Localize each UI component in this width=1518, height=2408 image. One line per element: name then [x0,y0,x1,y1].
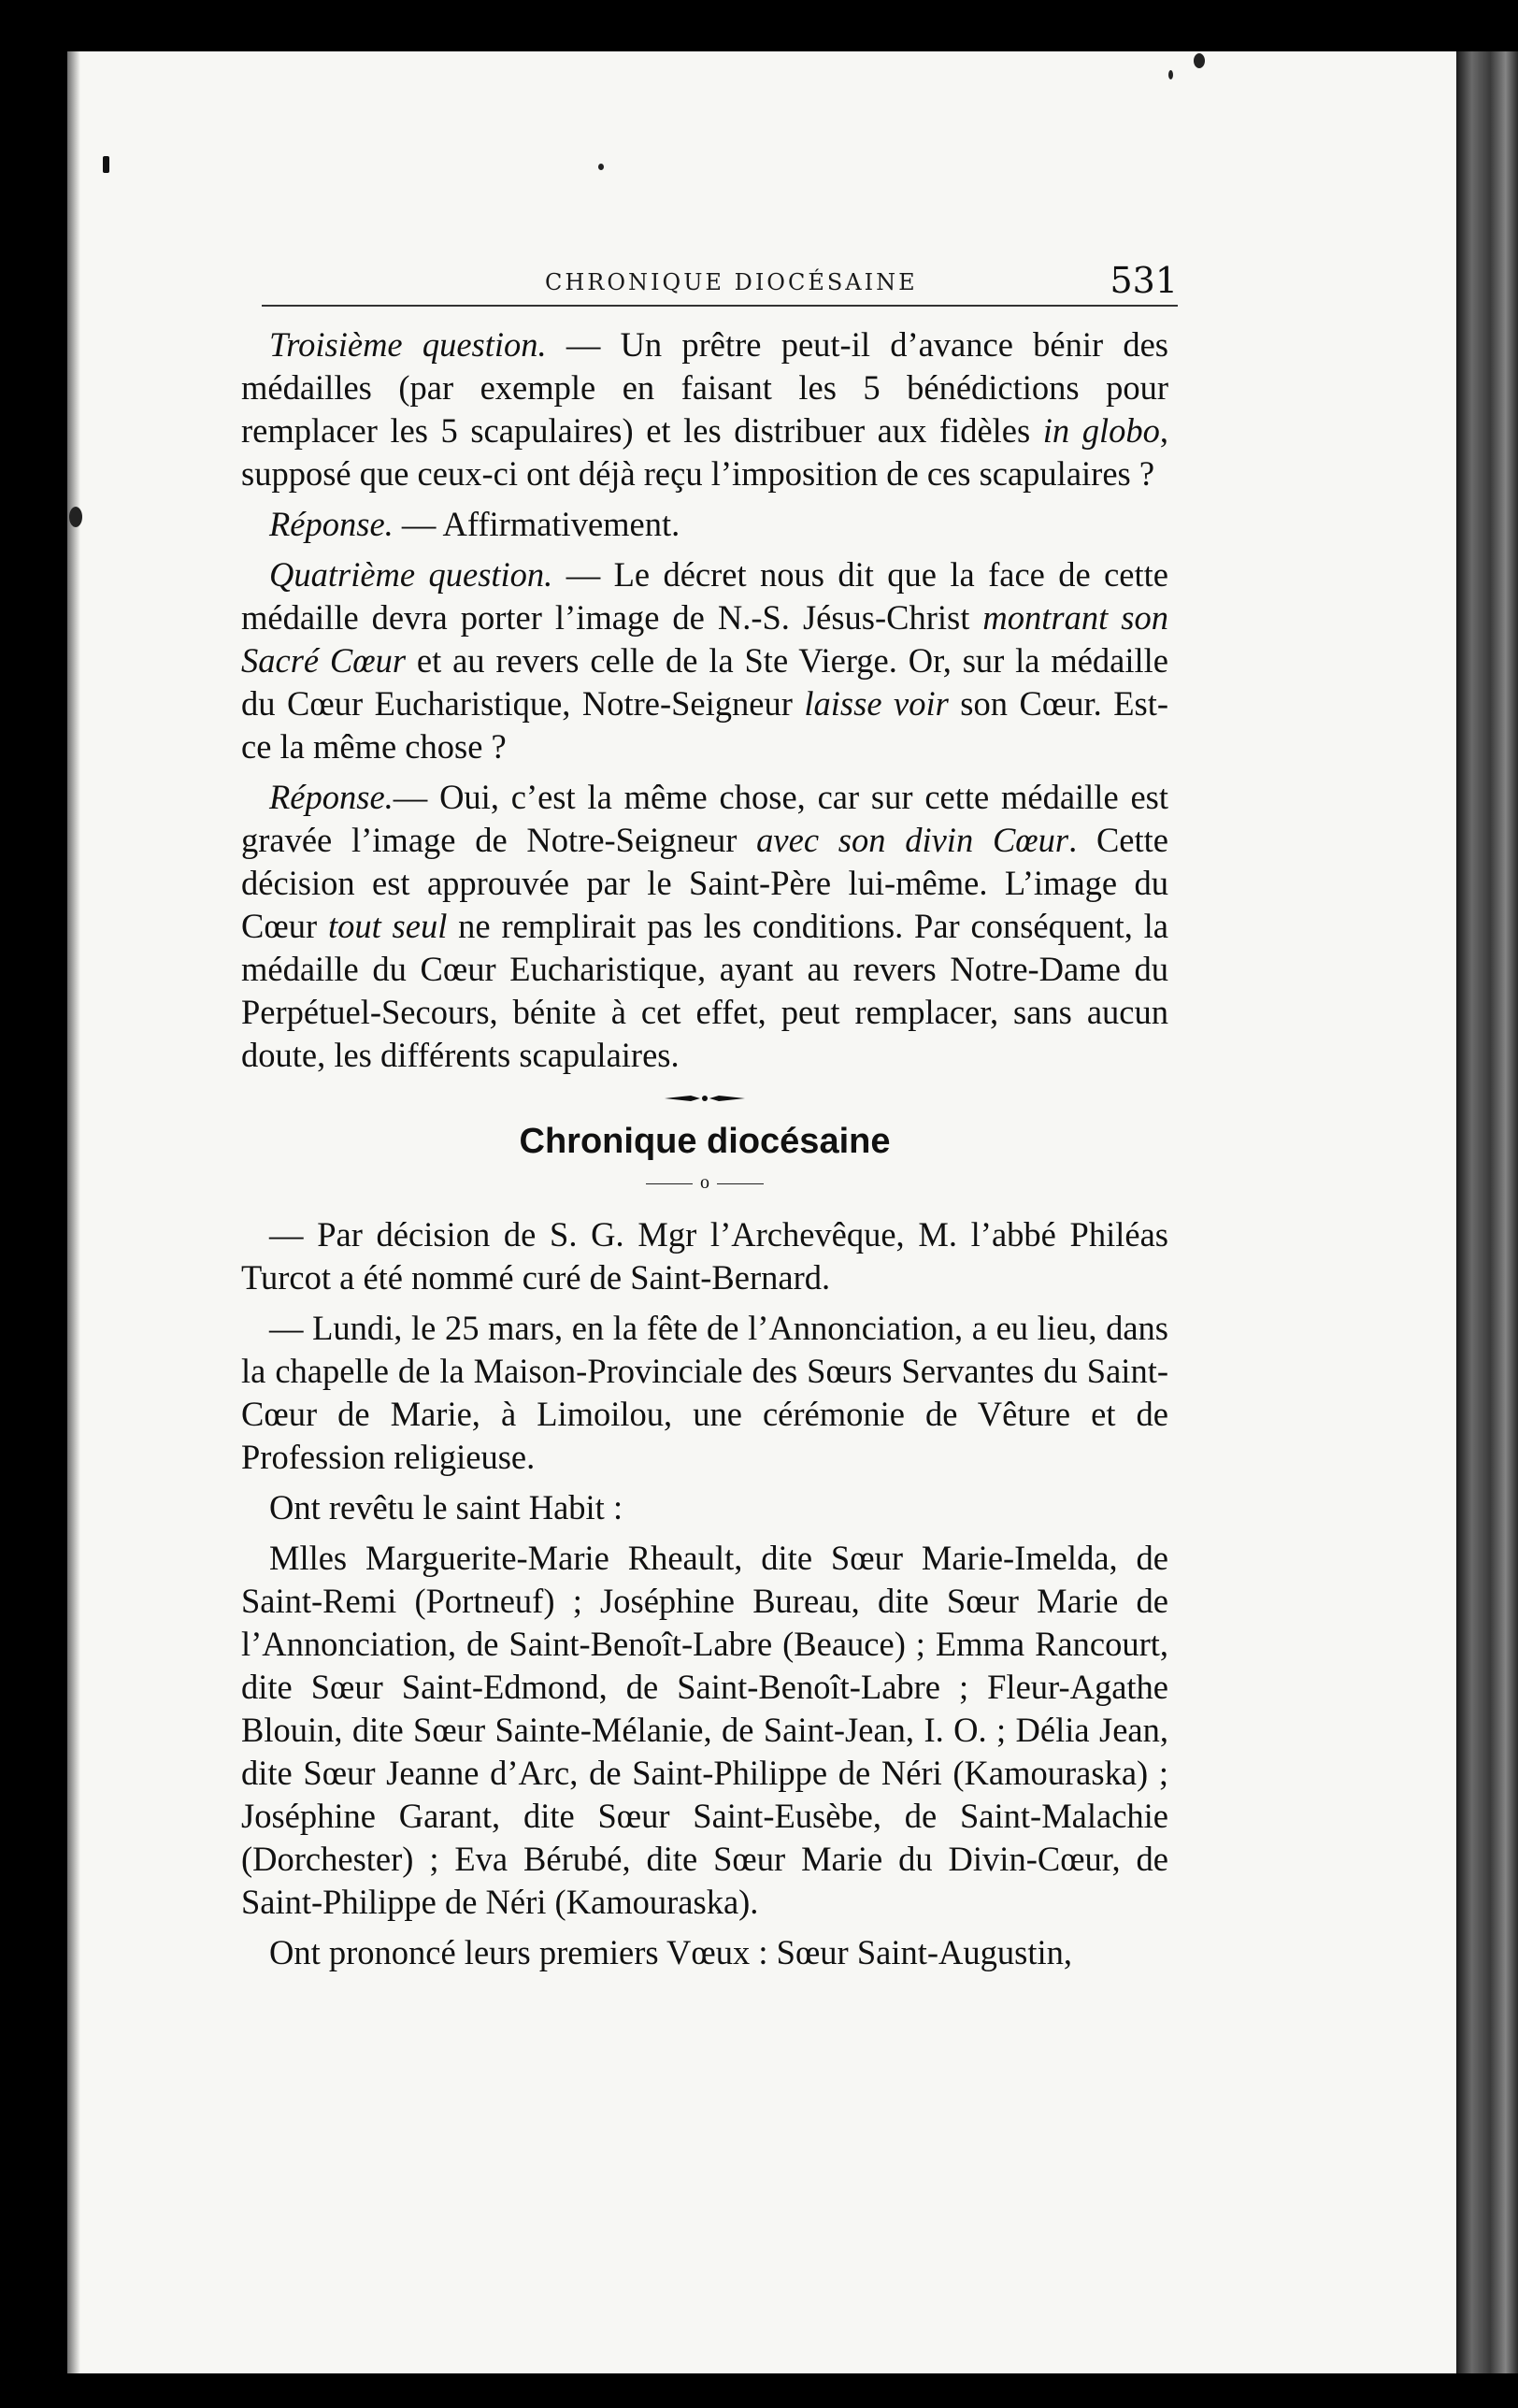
chronicle-paragraph: — Par décision de S. G. Mgr l’Archevêque, M. l’abbé Philéas Turcot a été nommé curé de Saint-Bernard. [241,1215,1168,1297]
chronicle-paragraph: Ont prononcé leurs premiers Vœux : Sœur Saint-Augustin, [269,1933,1072,1971]
page-text [241,323,1168,1982]
question-text-end: son Cœur. Est-ce la même chose ? [241,684,1168,766]
question-label: Quatrième question. [269,555,553,594]
ink-speck [1194,53,1205,68]
running-head [262,260,1178,316]
chronicle-paragraph: Mlles Marguerite-Marie Rheault, dite Sœur Marie-Imelda, de Saint-Remi (Portneuf) ; Joséphine Bureau, dite Sœur Marie de l’Annonciation, de Saint-Benoît-Labre (Beauce) ; Emma Rancourt, dite Sœur Saint-Edmond, de Saint-Benoît-Labre ; Fleur-Agathe Blouin, dite Sœur Sainte-Mélanie, de Saint-Jean, I. O. ; Délia Jean, dite Sœur Jeanne d’Arc, de Saint-Philippe de Néri (Kamouraska) ; Joséphine Garant, dite Sœur Saint-Eusèbe, de Saint-Malachie (Dorchester) ; Eva Bérubé, dite Sœur Marie du Divin-Cœur, de Saint-Philippe de Néri (Kamouraska). [241,1539,1168,1921]
paragraph-question-3 [241,323,1168,495]
ink-speck [1168,70,1173,79]
question-text: — Le décret nous dit que la face de cette médaille devra porter l’image de N.-S. Jésus-Christ [241,555,1168,637]
chronicle-paragraph: — Lundi, le 25 mars, en la fête de l’Annonciation, a eu lieu, dans la chapelle de la Maison-Provinciale des Sœurs Servantes du Saint-Cœur de Marie, à Limoilou, une cérémonie de Vêture et de Profession religieuse. [241,1309,1168,1476]
gutter-shadow [67,51,80,2373]
ornament-icon [663,1092,747,1105]
section-ornament [241,1084,1168,1111]
paragraph-answer-4 [241,776,1168,1077]
question-label: Troisième question. [269,325,547,364]
italic-phrase: tout seul [327,907,448,945]
paragraph-question-4 [241,553,1168,768]
running-head-title: CHRONIQUE DIOCÉSAINE [545,269,918,295]
header-rule [262,305,1178,307]
margin-mark [103,156,109,173]
page-number: 531 [1110,260,1178,301]
question-text: — Un prêtre peut-il d’avance bénir des médailles (par exemple en faisant les 5 bénédictions pour remplacer les 5 scapulaires) et les distribuer aux fidèles [241,325,1168,450]
answer-label: Réponse. [269,505,394,543]
section-title: Chronique diocésaine [519,1122,891,1161]
answer-text-end: ne remplirait pas les conditions. Par conséquent, la médaille du Cœur Eucharistique, ayant au revers Notre-Dame du Perpétuel-Secours, bénite à cet effet, peut remplacer, sans aucun doute, les différents scapulaires. [241,907,1169,1074]
book-binding-edge [1456,51,1518,2373]
ink-speck [69,507,82,527]
question-text-end: , supposé que ceux-ci ont déjà reçu l’imposition de ces scapulaires ? [241,411,1168,493]
italic-phrase: montrant son Sacré Cœur [241,598,1168,680]
question-text-middle: et au revers celle de la Ste Vierge. Or, sur la médaille du Cœur Eucharistique, Notre-Seigneur [241,641,1168,723]
paragraph-answer-3 [241,503,1168,546]
divider-mark: o [700,1172,709,1193]
answer-text-middle: . Cette décision est approuvée par le Saint-Père lui-même. L’image du Cœur [241,821,1168,945]
ink-speck [598,164,604,170]
italic-phrase: avec son divin Cœur [756,821,1069,859]
italic-phrase: in globo [1042,411,1160,450]
answer-text: — Oui, c’est la même chose, car sur cette médaille est gravée l’image de Notre-Seigneur [241,778,1168,859]
italic-phrase: laisse voir [804,684,949,723]
chronicle-paragraph: Ont revêtu le saint Habit : [269,1488,623,1526]
answer-label: Réponse. [269,778,394,816]
section-divider [241,1168,1168,1197]
answer-text: — Affirmativement. [393,505,680,543]
